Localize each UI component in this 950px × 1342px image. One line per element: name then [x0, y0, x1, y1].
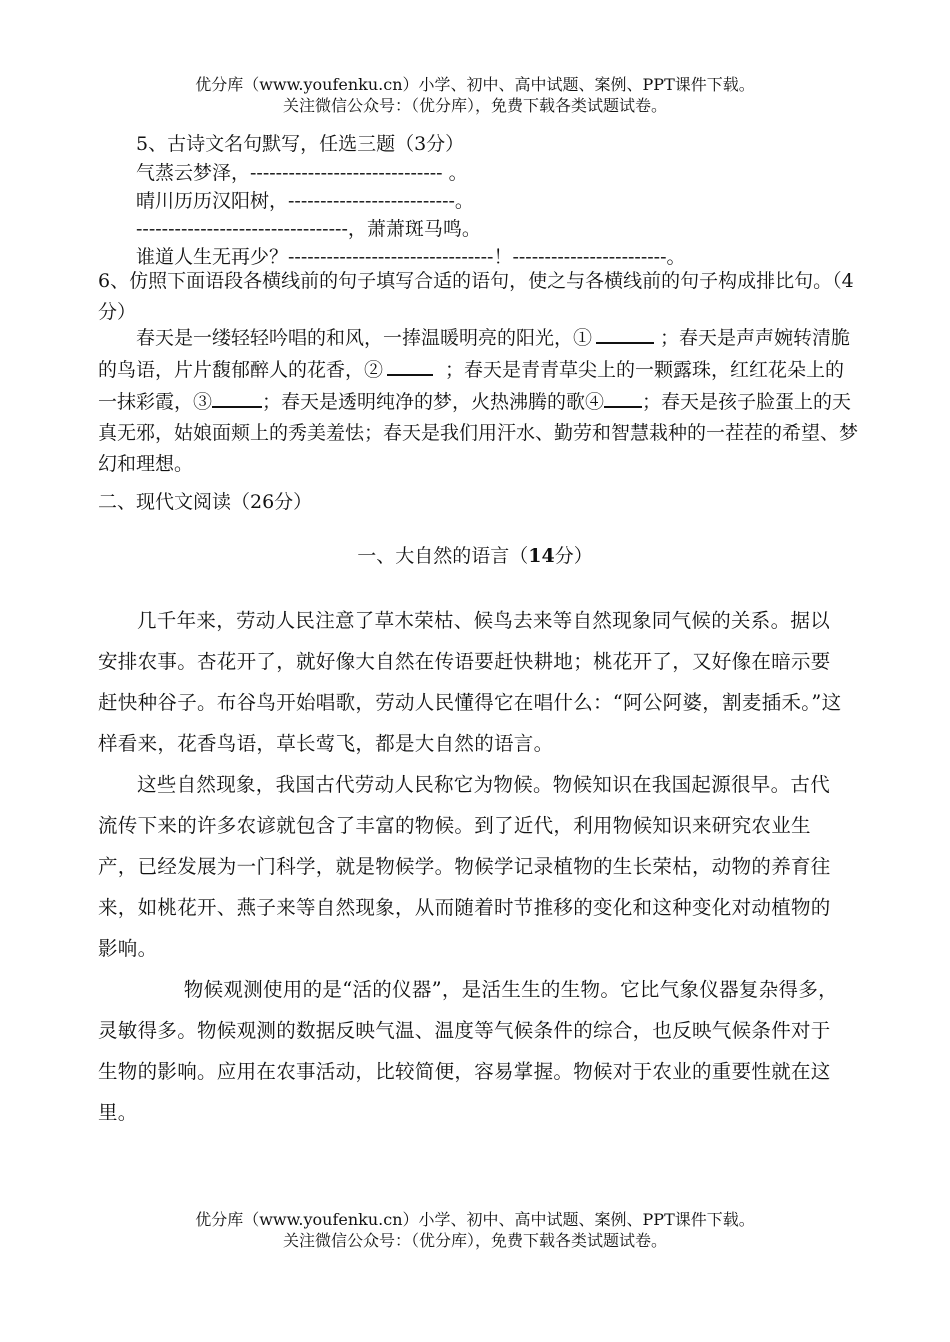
answer-blank-4[interactable] — [604, 386, 642, 408]
passage-part-5: ；春天是孩子脸蛋上的天真无邪，姑娘面颊上的秀美羞怯；春天是我们用汗水、勤劳和智慧栽种的一茬茬的希望、梦幻和理想。 — [98, 390, 859, 475]
question-6-passage — [98, 322, 860, 480]
header-line-2: 关注微信公众号：（优分库），免费下载各类试题试卷。 — [282, 96, 667, 115]
poem-line-2: 晴川历历汉阳树，--------------------------。 — [136, 190, 474, 212]
header-line-1: 优分库（www.youfenku.cn）小学、初中、高中试题、案例、PPT课件下载。 — [195, 75, 755, 94]
article-title-suffix: 分） — [554, 545, 593, 567]
article-title-text: 一、大自然的语言（ — [357, 545, 529, 567]
answer-blank-3[interactable] — [212, 386, 262, 408]
article-paragraph-2: 这些自然现象，我国古代劳动人民称它为物候。物候知识在我国起源很早。古代流传下来的许多农谚就包含了丰富的物候。到了近代，利用物候知识来研究农业生产，已经发展为一门科学，就是物候学。物候学记录植物的生长荣枯，动物的养育往来，如桃花开、燕子来等自然现象，从而随着时节推移的变化和这种变化对动植物的影响。 — [98, 773, 831, 960]
footer-line-1: 优分库（www.youfenku.cn）小学、初中、高中试题、案例、PPT课件下载。 — [195, 1210, 755, 1229]
article-title — [0, 541, 950, 568]
section-2-title: 二、现代文阅读（26分） — [98, 491, 313, 513]
answer-blank-1[interactable] — [596, 322, 654, 344]
page-footer — [0, 1209, 950, 1251]
question-6-title: 6、仿照下面语段各横线前的句子填写合适的语句，使之与各横线前的句子构成排比句。（4分） — [98, 270, 854, 323]
question-5-title: 5、古诗文名句默写，任选三题（3分） — [136, 133, 465, 155]
passage-part-1: 春天是一缕轻轻吟唱的和风，一捧温暖明亮的阳光，① — [136, 326, 593, 349]
article-title-score: 14 — [528, 545, 555, 567]
page-header — [0, 74, 950, 116]
passage-part-2: ；春天是声声婉转清脆的鸟语，片片馥郁醉人的花香，② — [98, 326, 851, 381]
answer-blank-2[interactable] — [387, 354, 433, 376]
poem-line-1: 气蒸云梦泽，------------------------------ 。 — [136, 162, 468, 184]
article-body — [98, 600, 846, 1133]
poem-line-3: ---------------------------------，萧萧斑马鸣。 — [136, 218, 481, 240]
passage-part-3: ；春天是青青草尖上的一颗露珠，红红花朵上的一抹彩霞，③ — [98, 358, 845, 413]
poem-line-4: 谁道人生无再少？--------------------------------！------------------------。 — [136, 246, 686, 268]
article-paragraph-3: 物候观测使用的是“活的仪器”，是活生生的生物。它比气象仪器复杂得多，灵敏得多。物候观测的数据反映气温、温度等气候条件的综合，也反映气候条件对于生物的影响。应用在农事活动，比较简便，容易掌握。物候对于农业的重要性就在这里。 — [98, 978, 838, 1124]
passage-part-4: ；春天是透明纯净的梦，火热沸腾的歌④ — [262, 390, 605, 413]
footer-line-2: 关注微信公众号：（优分库），免费下载各类试题试卷。 — [282, 1231, 667, 1250]
article-paragraph-1: 几千年来，劳动人民注意了草木荣枯、候鸟去来等自然现象同气候的关系。据以安排农事。杏花开了，就好像大自然在传语要赶快耕地；桃花开了，又好像在暗示要赶快种谷子。布谷鸟开始唱歌，劳动人民懂得它在唱什么：“阿公阿婆，割麦插禾。”这样看来，花香鸟语，草长莺飞，都是大自然的语言。 — [98, 609, 842, 755]
